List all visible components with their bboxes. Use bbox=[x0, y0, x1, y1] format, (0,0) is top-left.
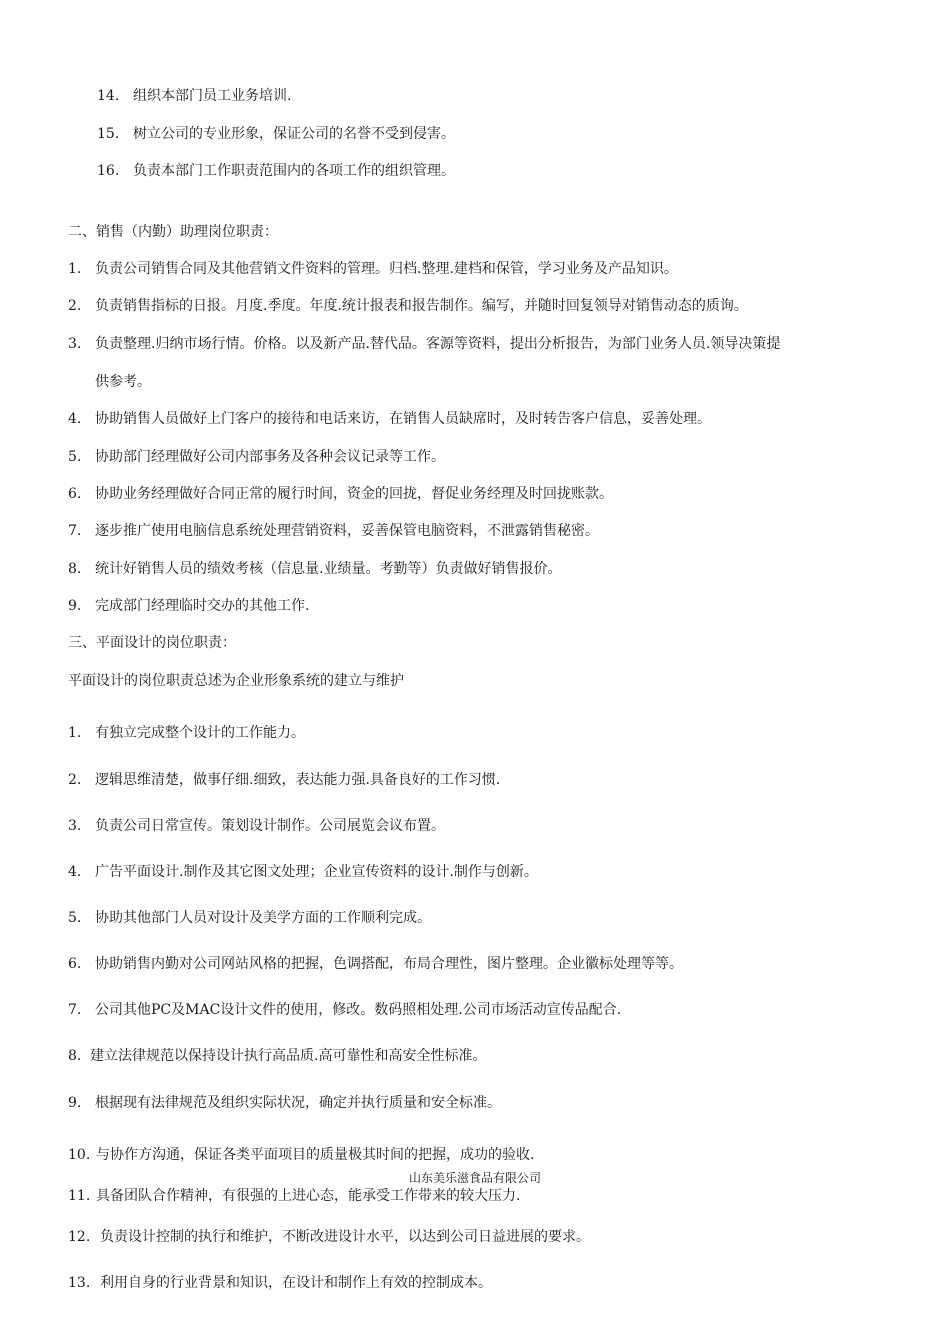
item-number: 14. bbox=[97, 88, 120, 104]
item-text: 完成部门经理临时交办的其他工作. bbox=[95, 598, 310, 614]
item-text: 建立法律规范以保持设计执行高品质.高可靠性和高安全性标准。 bbox=[90, 1048, 487, 1064]
item-number: 15. bbox=[97, 126, 120, 142]
item-text: 逐步推广使用电脑信息系统处理营销资料，妥善保管电脑资料，不泄露销售秘密。 bbox=[95, 523, 599, 539]
item-number: 8. bbox=[68, 1048, 82, 1064]
item-number: 6. bbox=[68, 486, 82, 502]
item-number: 12. bbox=[68, 1229, 91, 1245]
item-text: 与协作方沟通，保证各类平面项目的质量极其时间的把握，成功的验收. bbox=[96, 1147, 535, 1163]
footer-company-name: 山东美乐滋食品有限公司 bbox=[408, 1171, 541, 1185]
item-text: 负责整理.归纳市场行情。价格。以及新产品.替代品。客源等资料，提出分析报告，为部门业务人员.领导决策提 bbox=[95, 336, 781, 352]
item-text: 负责销售指标的日报。月度.季度。年度.统计报表和报告制作。编写，并随时回复领导对销售动态的质询。 bbox=[95, 298, 748, 314]
item-text: 协助销售内勤对公司网站风格的把握，色调搭配，布局合理性，图片整理。企业徽标处理等等。 bbox=[95, 956, 683, 972]
item-text: 协助其他部门人员对设计及美学方面的工作顺利完成。 bbox=[95, 910, 431, 926]
item-number: 6. bbox=[68, 956, 82, 972]
item-text: 协助部门经理做好公司内部事务及各种会议记录等工作。 bbox=[95, 449, 445, 465]
item-number: 2. bbox=[68, 298, 82, 314]
item-text: 负责设计控制的执行和维护，不断改进设计水平，以达到公司日益进展的要求。 bbox=[100, 1229, 590, 1245]
item-text: 负责本部门工作职责范围内的各项工作的组织管理。 bbox=[133, 163, 455, 179]
item-number: 5. bbox=[68, 910, 82, 926]
item-number: 3. bbox=[68, 336, 82, 352]
item-number: 11. bbox=[68, 1188, 91, 1204]
item-text: 协助销售人员做好上门客户的接待和电话来访，在销售人员缺席时，及时转告客户信息，妥善处理。 bbox=[95, 411, 711, 427]
item-number: 5. bbox=[68, 449, 82, 465]
item-number: 1. bbox=[68, 261, 82, 277]
item-number: 2. bbox=[68, 772, 82, 788]
item-number: 1. bbox=[68, 725, 82, 741]
item-number: 4. bbox=[68, 411, 82, 427]
item-text: 有独立完成整个设计的工作能力。 bbox=[95, 725, 305, 741]
item-text: 统计好销售人员的绩效考核（信息量.业绩量。考勤等）负责做好销售报价。 bbox=[95, 561, 562, 577]
item-text: 广告平面设计.制作及其它图文处理；企业宣传资料的设计.制作与创新。 bbox=[95, 864, 538, 880]
item-number: 7. bbox=[68, 523, 82, 539]
item-number: 8. bbox=[68, 561, 82, 577]
item-text: 逻辑思维清楚，做事仔细.细致，表达能力强.具备良好的工作习惯. bbox=[95, 772, 501, 788]
item-text: 具备团队合作精神，有很强的上进心态，能承受工作带来的较大压力. bbox=[96, 1188, 521, 1204]
item-number: 7. bbox=[68, 1002, 82, 1018]
item-number: 13. bbox=[68, 1275, 91, 1291]
item-number: 9. bbox=[68, 1095, 82, 1111]
item-number: 3. bbox=[68, 818, 82, 834]
item-text: 组织本部门员工业务培训. bbox=[133, 88, 292, 104]
item-text: 根据现有法律规范及组织实际状况，确定并执行质量和安全标准。 bbox=[95, 1095, 501, 1111]
item-number: 4. bbox=[68, 864, 82, 880]
item-text: 公司其他PC及MAC设计文件的使用，修改。数码照相处理.公司市场活动宣传品配合. bbox=[95, 1002, 622, 1018]
item-text: 供参考。 bbox=[95, 374, 151, 390]
item-text: 树立公司的专业形象，保证公司的名誉不受到侵害。 bbox=[133, 126, 455, 142]
item-number: 9. bbox=[68, 598, 82, 614]
item-number: 10. bbox=[68, 1147, 91, 1163]
item-text: 利用自身的行业背景和知识，在设计和制作上有效的控制成本。 bbox=[100, 1275, 492, 1291]
item-number: 16. bbox=[97, 163, 120, 179]
item-text: 协助业务经理做好合同正常的履行时间，资金的回拢，督促业务经理及时回拢账款。 bbox=[95, 486, 613, 502]
item-text: 负责公司日常宣传。策划设计制作。公司展览会议布置。 bbox=[95, 818, 445, 834]
item-text: 负责公司销售合同及其他营销文件资料的管理。归档.整理.建档和保管，学习业务及产品知识。 bbox=[95, 261, 678, 277]
